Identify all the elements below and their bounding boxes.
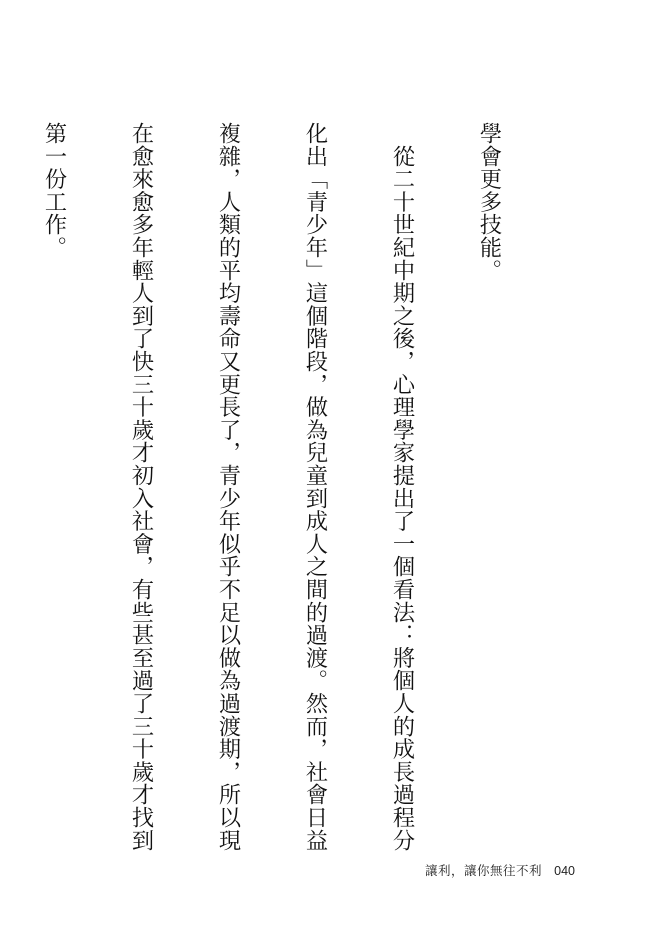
text-column: 在愈來愈多年輕人到了快三十歲才初入社會，有些甚至過了三十歲才找到 xyxy=(128,122,154,852)
vertical-text-body xyxy=(0,122,561,852)
page-footer xyxy=(0,862,663,880)
text-column: 複雜，人類的平均壽命又更長了，青少年似乎不足以做為過渡期，所以現 xyxy=(215,122,241,852)
text-column: 從二十世紀中期之後，心理學家提出了一個看法：將個人的成長過程分 xyxy=(389,122,415,852)
text-column: 學會更多技能。 xyxy=(476,122,502,282)
page-number: 040 xyxy=(554,864,575,878)
text-column: 第一份工作。 xyxy=(41,122,67,259)
text-column: 化出「青少年」這個階段，做為兒童到成人之間的過渡。然而，社會日益 xyxy=(302,122,328,852)
book-title: 讓利，讓你無往不利 xyxy=(424,863,542,878)
